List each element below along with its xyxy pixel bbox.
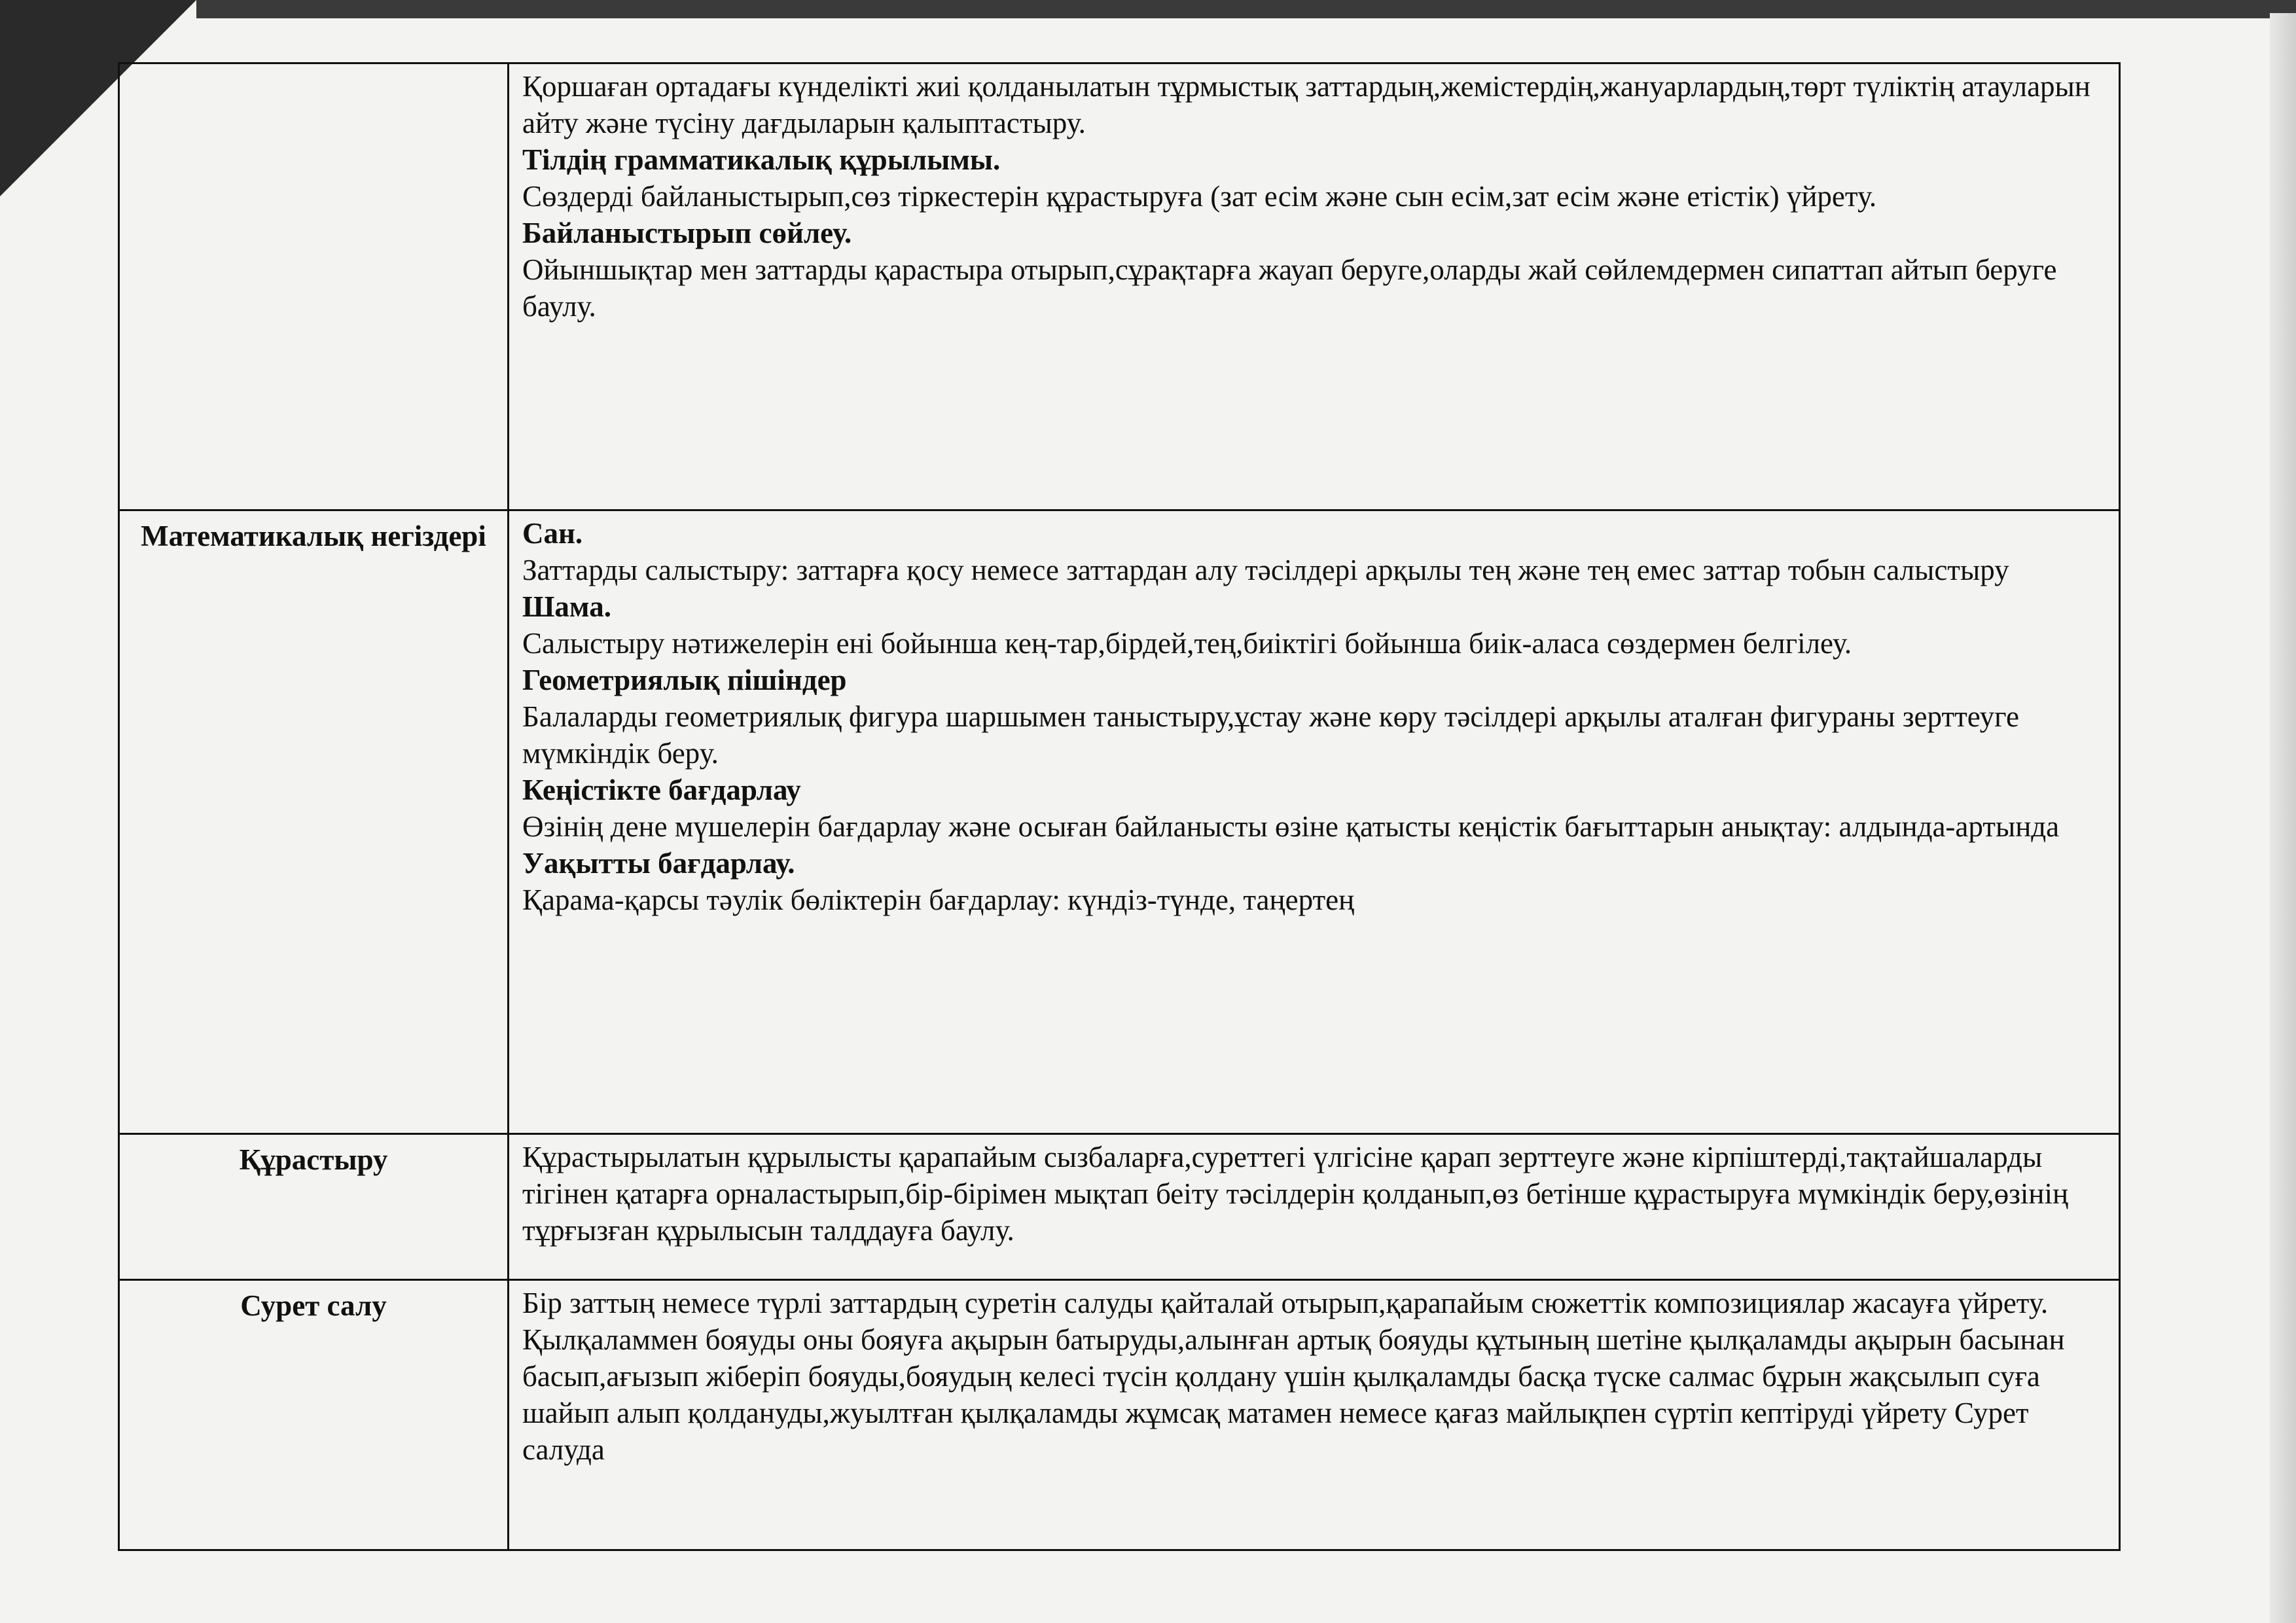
table-row — [119, 1134, 2120, 1280]
section-heading: Кеңістікте бағдарлау — [522, 774, 801, 806]
paragraph: Салыстыру нәтижелерін ені бойынша кең-тар,бірдей,тең,биіктігі бойынша биік-аласа сөздермен белгілеу. — [522, 627, 1852, 660]
document-page — [118, 62, 2121, 1551]
subject-cell: Сурет салу — [119, 1280, 509, 1550]
paragraph: Заттарды салыстыру: заттарға қосу немесе заттардан алу тәсілдері арқылы тең және тең емес заттар тобын салыстыру — [522, 554, 2009, 586]
section-heading: Уақытты бағдарлау. — [522, 847, 795, 880]
paragraph: Құрастырылатын құрылысты қарапайым сызбаларға,суреттегі үлгісіне қарап зерттеуге және кірпіштерді,тақтайшаларды тігінен қатарға орналастырып,бір-бірімен мықтап беіту тәсілдерін қолданып,өз бетінше құрастыруға мүмкіндік беру,өзінің тұрғызған құрылысын талддауға баулу. — [522, 1141, 2069, 1247]
paragraph: Қылқаламмен бояуды оны бояуға ақырын батыруды,алынған артық бояуды құтының шетіне қылқаламды ақырын басынан басып,ағызып жіберіп бояуды,бояудың келесі түсін қолдану үшін қылқаламды басқа түске салмас бұрын жақсылып суға шайып алып қолдануды,жуылтған қылқаламды жұмсақ матамен немесе қағаз майлықпен сүртіп кептіруді үйрету Сурет салуда — [522, 1323, 2065, 1466]
paragraph: Сөздерді байланыстырып,сөз тіркестерін құрастыруға (зат есім және сын есім,зат есім және етістік) үйрету. — [522, 180, 1877, 213]
section-heading: Сан. — [522, 517, 583, 550]
subject-cell — [119, 63, 509, 510]
subject-cell: Құрастыру — [119, 1134, 509, 1280]
paragraph: Ойыншықтар мен заттарды қарастыра отырып,сұрақтарға жауап беруге,оларды жай сөйлемдермен сипаттап айтып беруге баулу. — [522, 253, 2057, 323]
table-row — [119, 63, 2120, 510]
content-cell — [509, 1134, 2120, 1280]
content-cell — [509, 1280, 2120, 1550]
content-cell — [509, 63, 2120, 510]
scan-right-edge — [2270, 13, 2296, 1623]
curriculum-table — [118, 62, 2121, 1551]
paragraph: Қарама-қарсы тәулік бөліктерін бағдарлау: күндіз-түнде, таңертең — [522, 883, 1355, 916]
paragraph: Бір заттың немесе түрлі заттардың суретін салуды қайталай отырып,қарапайым сюжеттік композициялар жасауға үйрету. — [522, 1287, 2049, 1319]
content-cell — [509, 510, 2120, 1134]
table-row — [119, 510, 2120, 1134]
section-heading: Тілдің грамматикалық құрылымы. — [522, 143, 1001, 176]
section-heading: Байланыстырып сөйлеу. — [522, 217, 852, 249]
paragraph: Өзінің дене мүшелерін бағдарлау және осыған байланысты өзіне қатысты кеңістік бағыттарын анықтау: алдында-артында — [522, 810, 2060, 843]
table-row — [119, 1280, 2120, 1550]
section-heading: Шама. — [522, 590, 612, 623]
paragraph: Қоршаған ортадағы күнделікті жиі қолданылатын тұрмыстық заттардың,жемістердің,жануарлардың,төрт түліктің атауларын айту және түсіну дағдыларын қалыптастыру. — [522, 70, 2090, 139]
scan-top-edge — [196, 0, 2296, 18]
paragraph: Балаларды геометриялық фигура шаршымен таныстыру,ұстау және көру тәсілдері арқылы аталған фигураны зерттеуге мүмкіндік беру. — [522, 700, 2019, 770]
subject-cell: Математикалық негіздері — [119, 510, 509, 1134]
section-heading: Геометриялық пішіндер — [522, 664, 847, 696]
